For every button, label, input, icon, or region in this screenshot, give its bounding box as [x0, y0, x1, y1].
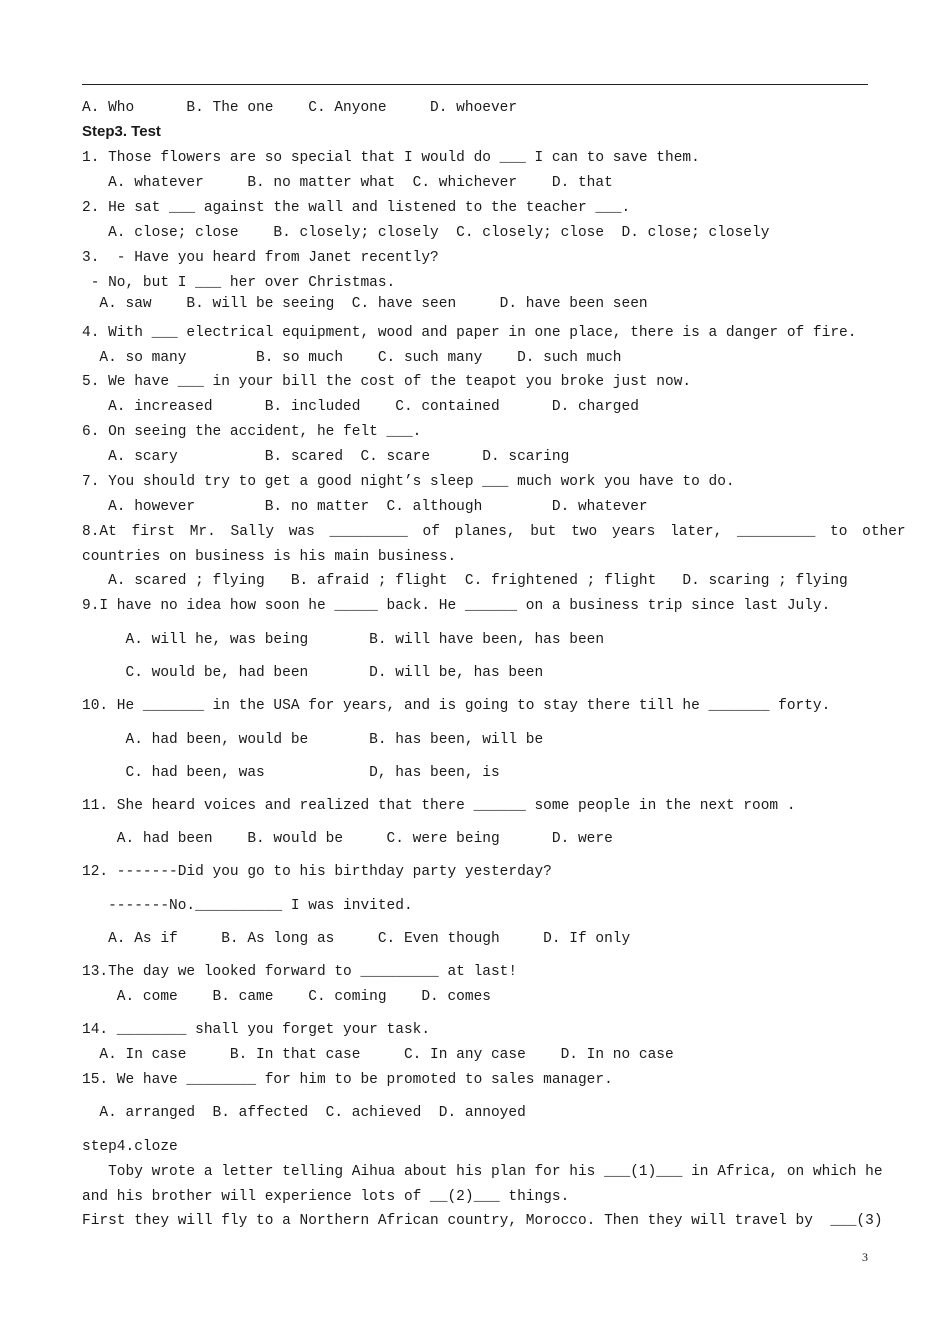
q11-options: A. had been B. would be C. were being D. were [82, 831, 613, 847]
q6-stem: 6. On seeing the accident, he felt ___. [82, 424, 422, 440]
q14-stem: 14. ________ shall you forget your task. [82, 1022, 431, 1038]
cloze-line-3: First they will fly to a Northern African country, Morocco. Then they will travel by ___(3) [82, 1213, 883, 1229]
q1-options: A. whatever B. no matter what C. whichever D. that [82, 175, 613, 191]
q7-options: A. however B. no matter C. although D. whatever [82, 499, 648, 515]
q15-stem: 15. We have ________ for him to be promoted to sales manager. [82, 1072, 613, 1088]
q9-options-cd: C. would be, had been D. will be, has been [82, 665, 544, 681]
cloze-line-1: Toby wrote a letter telling Aihua about his plan for his ___(1)___ in Africa, on which he [82, 1164, 883, 1180]
q15-options: A. arranged B. affected C. achieved D. annoyed [82, 1105, 526, 1121]
top-options: A. Who B. The one C. Anyone D. whoever [82, 100, 518, 116]
step3-heading: Step3. Test [82, 123, 161, 140]
q4-stem: 4. With ___ electrical equipment, wood and paper in one place, there is a danger of fire. [82, 325, 857, 341]
q10-stem: 10. He _______ in the USA for years, and is going to stay there till he _______ forty. [82, 698, 831, 714]
q13-stem: 13.The day we looked forward to _________ at last! [82, 964, 518, 980]
q12-reply: -------No.__________ I was invited. [82, 898, 413, 914]
q6-options: A. scary B. scared C. scare D. scaring [82, 449, 570, 465]
q5-stem: 5. We have ___ in your bill the cost of the teapot you broke just now. [82, 374, 692, 390]
q14-options: A. In case B. In that case C. In any case D. In no case [82, 1047, 674, 1063]
q7-stem: 7. You should try to get a good night’s sleep ___ much work you have to do. [82, 474, 735, 490]
q9-stem: 9.I have no idea how soon he _____ back. He ______ on a business trip since last July. [82, 598, 831, 614]
top-rule [82, 84, 868, 85]
page-number: 3 [862, 1250, 868, 1264]
q8-stem: 8.At first Mr. Sally was _________ of planes, but two years later, _________ to other [82, 524, 906, 540]
q11-stem: 11. She heard voices and realized that there ______ some people in the next room . [82, 798, 796, 814]
q10-options-cd: C. had been, was D, has been, is [82, 765, 500, 781]
q3-stem: 3. - Have you heard from Janet recently? [82, 250, 439, 266]
q10-options-ab: A. had been, would be B. has been, will be [82, 732, 544, 748]
q12-stem: 12. -------Did you go to his birthday party yesterday? [82, 864, 552, 880]
q8-options: A. scared ; flying B. afraid ; flight C. frightened ; flight D. scaring ; flying [82, 573, 848, 589]
q2-options: A. close; close B. closely; closely C. closely; close D. close; closely [82, 225, 770, 241]
step4-heading: step4.cloze [82, 1139, 178, 1155]
q13-options: A. come B. came C. coming D. comes [82, 989, 491, 1005]
q3-options: A. saw B. will be seeing C. have seen D. have been seen [82, 296, 648, 312]
cloze-line-2: and his brother will experience lots of __(2)___ things. [82, 1189, 570, 1205]
q4-options: A. so many B. so much C. such many D. such much [82, 350, 622, 366]
q8-stem-cont: countries on business is his main business. [82, 549, 457, 565]
q3-reply: - No, but I ___ her over Christmas. [82, 275, 396, 291]
q1-stem: 1. Those flowers are so special that I would do ___ I can to save them. [82, 150, 700, 166]
q2-stem: 2. He sat ___ against the wall and listened to the teacher ___. [82, 200, 631, 216]
q12-options: A. As if B. As long as C. Even though D. If only [82, 931, 631, 947]
q5-options: A. increased B. included C. contained D. charged [82, 399, 639, 415]
q9-options-ab: A. will he, was being B. will have been, has been [82, 632, 605, 648]
